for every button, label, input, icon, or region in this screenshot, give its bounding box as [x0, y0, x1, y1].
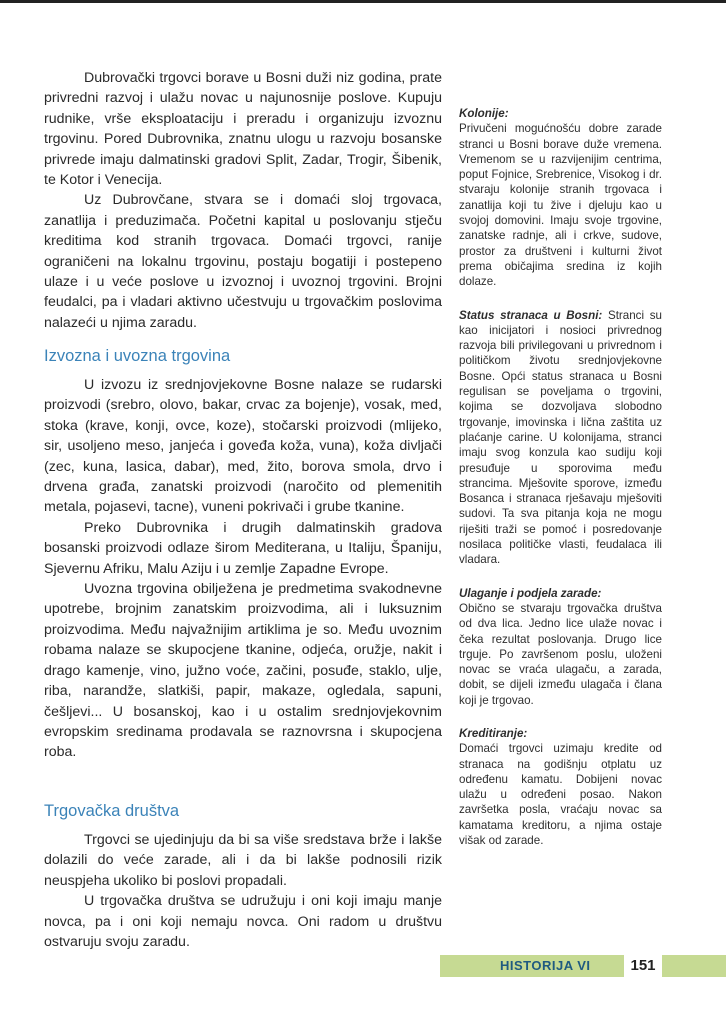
sidebar-note-kreditiranje [459, 726, 662, 848]
izvoz-paragraph-2: Preko Dubrovnika i drugih dalmatinskih gradova bosanski proizvodi odlaze širom Mediterana, u Italiju, Španiju, Sjevernu Afriku, Malu Aziju i u zemlje Zapadne Evrope. [44, 519, 442, 577]
footer-book-title: HISTORIJA VI [500, 958, 591, 973]
section-body-izvozna-uvozna-trgovina [44, 375, 442, 763]
sidebar-note-kolonije [459, 106, 662, 290]
sidebar-note-heading: Status stranaca u Bosni: [459, 308, 603, 322]
sidebar-notes [459, 106, 662, 866]
intro-text [44, 68, 442, 333]
sidebar-note-heading: Kolonije: [459, 107, 509, 120]
sidebar-note-heading: Kreditiranje: [459, 726, 528, 740]
sidebar-note-text: Stranci su kao inicijatori i nosioci privrednog razvoja bili privilegovani u privrednom i političkom životu srednjovjekovne Bosne. Opći status stranaca u Bosni regulisan se poveljama o trgovini, kojima se dozvoljava slobodno trgovanje, imovinska i lična zaštita uz plaćanje carine. U kolonijama, stranci imaju svog konzula kao sudiju koji presuđuje u sporovima među strancima. Mješovite sporove, između Bosanca i stranaca rješavaju mješoviti sudovi. Ta sva pitanja koja ne mogu riješiti traži se pomoć i posredovanje nosilaca političke vlasti, feudalaca ili vladara. [459, 308, 662, 567]
izvoz-paragraph-1: U izvozu iz srednjovjekovne Bosne nalaze se rudarski proizvodi (srebro, olovo, bakar, crvac za bojenje), vosak, med, stoka (krave, konji, ovce, koze), stočarski proizvodi (mlijeko, sir, usoljeno meso, janjeća i goveđa koža, vuna), koža divljači (zec, kuna, lasica, dabar), med, žito, borova smola, drvo i drvena građa, zanatski proizvodi (naročito od plemenitih metala, pojasevi, tacne), vuneni pokrivači i grube tkanine. [44, 377, 442, 516]
main-column [44, 68, 442, 951]
drustva-paragraph-2: U trgovačka društva se udružuju i oni koji imaju manje novca, pa i oni koji nemaju novca. Oni radom u društvu ostvaruju svoju zaradu. [44, 893, 442, 951]
drustva-paragraph-1: Trgovci se ujedinjuju da bi sa više sredstava brže i lakše dolazili do veće zarade, ali i da bi lakše podnosili rizik neuspjeha ukoliko bi poslovi propadali. [44, 832, 442, 889]
intro-paragraph-2: Uz Dubrovčane, stvara se i domaći sloj trgovaca, zanatlija i preduzimača. Početni kapital u poslovanju stječu kreditima kod stranih trgovaca. Domaći trgovci, ranije ograničeni na lokalnu trgovinu, postaju bogatiji i postepeno ulaze i u veće poslove u izvoznoj i uvoznoj trgovini. Brojni feudalci, pa i vladari aktivno učestvuju u trgovačkim poslovima nalazeći u njima zaradu. [44, 192, 442, 331]
sidebar-note-text: Privučeni mogućnošću dobre zarade stranci u Bosni borave duže vremena. Vremenom se u razvijenijim centrima, poput Fojnice, Srebrenice, Visokog i dr. stvaraju kolonije stranih trgovaca i zanatlija koji tu žive i djeluju kao u svojoj domovini. Imaju svoje trgovine, zanatske radnje, ali i crkve, sudove, prostor za društveni i kulturni život prema običajima sredina iz kojih dolaze. [459, 122, 662, 289]
intro-paragraph-1: Dubrovački trgovci borave u Bosni duži niz godina, prate privredni razvoj i ulažu novac u najunosnije poslove. Kupuju rudnike, vrše eksploataciju i preradu i organizuju izvoznu trgovinu. Pored Dubrovnika, znatnu ulogu u razvoju bosanske privrede imaju dalmatinski gradovi Split, Zadar, Trogir, Šibenik, te Kotor i Venecija. [44, 70, 442, 189]
sidebar-note-text: Obično se stvaraju trgovačka društva od dva lica. Jedno lice ulaže novac i čeka rezultat poslovanja. Drugo lice trguje. Po završenom poslu, uloženi novac se vraća ulagaču, a zarada, dobit, se dijeli između ulagača i člana koji je trgovao. [459, 601, 662, 707]
sidebar-note-heading: Ulaganje i podjela zarade: [459, 586, 602, 600]
section-title-izvozna-uvozna-trgovina: Izvozna i uvozna trgovina [44, 347, 231, 365]
sidebar-note-ulaganje [459, 586, 662, 708]
izvoz-paragraph-3: Uvozna trgovina obilježena je predmetima svakodnevne upotrebe, brojnim zanatskim proizvodima, ali i luksuznim proizvodima. Među najvažnijim artiklima je so. Među uvoznim robama nalaze se skupocjene tkanine, odjeća, oružje, nakit i drago kamenje, vino, južno voće, začini, posuđe, staklo, ulje, riba, narandže, slatkiši, papir, makaze, ogledala, sapuni, češljevi... U bosanskoj, kao i u ostalim srednjovjekovnim evropskim sredinama prodavala se raznovrsna i skupocjena roba. [44, 581, 442, 761]
page-number: 151 [624, 955, 662, 977]
scan-top-edge [0, 0, 726, 3]
section-body-trgovacka-drustva [44, 830, 442, 952]
section-title-trgovacka-drustva: Trgovačka društva [44, 802, 180, 820]
sidebar-note-text: Domaći trgovci uzimaju kredite od stranaca na godišnju otplatu uz određenu kamatu. Dobijeni novac ulažu u određeni posao. Nakon završetka posla, vraćaju novac sa kamatama kreditoru, a njima ostaje višak od zarade. [459, 742, 662, 848]
sidebar-note-status-stranaca [459, 308, 662, 568]
